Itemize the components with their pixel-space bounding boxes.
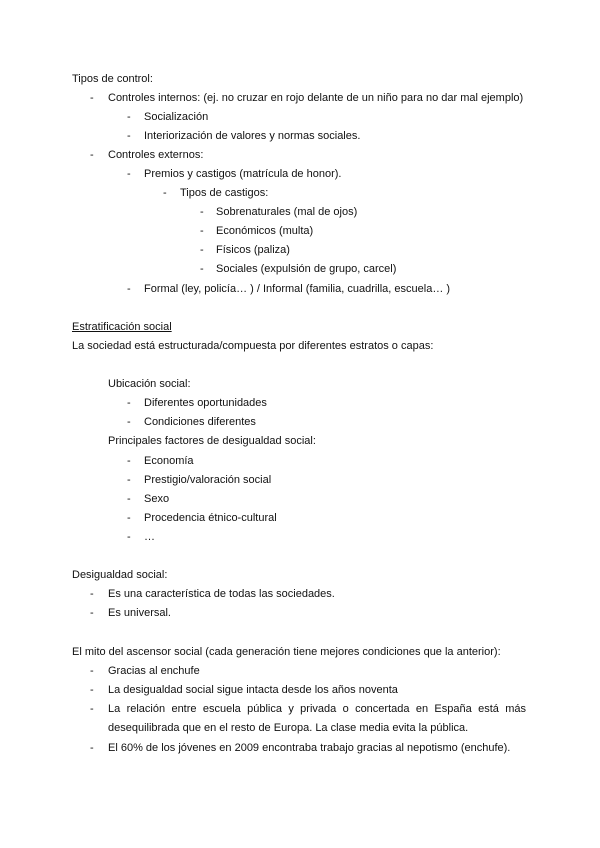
bullet-dash: - (90, 665, 94, 677)
bullet-dash: - (90, 684, 94, 696)
bullet-dash: - (90, 607, 94, 619)
bullet-dash: - (127, 416, 131, 428)
sociales-item: Sociales (expulsión de grupo, carcel) (216, 263, 397, 275)
bullet-dash: - (127, 283, 131, 295)
factores-label: Principales factores de desigualdad social: (108, 435, 316, 447)
socializacion-item: Socialización (144, 111, 209, 123)
bullet-dash: - (90, 703, 94, 715)
bullet-dash: - (127, 474, 131, 486)
bullet-dash: - (127, 493, 131, 505)
bullet-dash: - (200, 206, 204, 218)
bullet-dash: - (90, 588, 94, 600)
tipos-castigos-item: Tipos de castigos: (180, 187, 269, 199)
bullet-dash: - (200, 263, 204, 275)
estratificacion-heading: Estratificación social (72, 321, 172, 333)
oportunidades-item: Diferentes oportunidades (144, 397, 267, 409)
prestigio-item: Prestigio/valoración social (144, 474, 272, 486)
bullet-dash: - (90, 149, 94, 161)
condiciones-item: Condiciones diferentes (144, 416, 256, 428)
procedencia-item: Procedencia étnico-cultural (144, 512, 277, 524)
bullet-dash: - (127, 168, 131, 180)
caracteristica-item: Es una característica de todas las sociedades. (108, 588, 335, 600)
bullet-dash: - (127, 397, 131, 409)
nepotismo-item: El 60% de los jóvenes en 2009 encontraba trabajo gracias al nepotismo (enchufe). (108, 742, 511, 754)
fisicos-item: Físicos (paliza) (216, 244, 290, 256)
estratificacion-intro: La sociedad está estructurada/compuesta por diferentes estratos o capas: (72, 340, 434, 352)
bullet-dash: - (90, 92, 94, 104)
formal-informal-item: Formal (ley, policía… ) / Informal (familia, cuadrilla, escuela… ) (144, 283, 451, 295)
bullet-dash: - (127, 531, 131, 543)
economia-item: Economía (144, 455, 194, 467)
universal-item: Es universal. (108, 607, 171, 619)
bullet-dash: - (127, 130, 131, 142)
bullet-dash: - (200, 225, 204, 237)
bullet-dash: - (163, 187, 167, 199)
enchufe-item: Gracias al enchufe (108, 665, 200, 677)
ubicacion-social-label: Ubicación social: (108, 378, 191, 390)
desigualdad-heading: Desigualdad social: (72, 569, 168, 581)
sexo-item: Sexo (144, 493, 170, 505)
economicos-item: Económicos (multa) (216, 225, 314, 237)
bullet-dash: - (90, 742, 94, 754)
controles-externos-item: Controles externos: (108, 149, 204, 161)
interiorizacion-item: Interiorización de valores y normas sociales. (144, 130, 361, 142)
relacion-item-line1: La relación entre escuela pública y privada o concertada en España está más (108, 703, 526, 715)
bullet-dash: - (127, 455, 131, 467)
intacta-item: La desigualdad social sigue intacta desde los años noventa (108, 684, 398, 696)
controles-internos-item: Controles internos: (ej. no cruzar en rojo delante de un niño para no dar mal ejemplo) (108, 92, 524, 104)
etc-item: … (144, 531, 155, 543)
premios-castigos-item: Premios y castigos (matrícula de honor). (144, 168, 342, 180)
relacion-item-line2: desequilibrada que en el resto de Europa. La clase media evita la pública. (108, 722, 469, 734)
bullet-dash: - (127, 512, 131, 524)
control-heading: Tipos de control: (72, 73, 153, 85)
ascensor-heading: El mito del ascensor social (cada generación tiene mejores condiciones que la anterior): (72, 646, 501, 658)
sobrenaturales-item: Sobrenaturales (mal de ojos) (216, 206, 358, 218)
bullet-dash: - (127, 111, 131, 123)
bullet-dash: - (200, 244, 204, 256)
